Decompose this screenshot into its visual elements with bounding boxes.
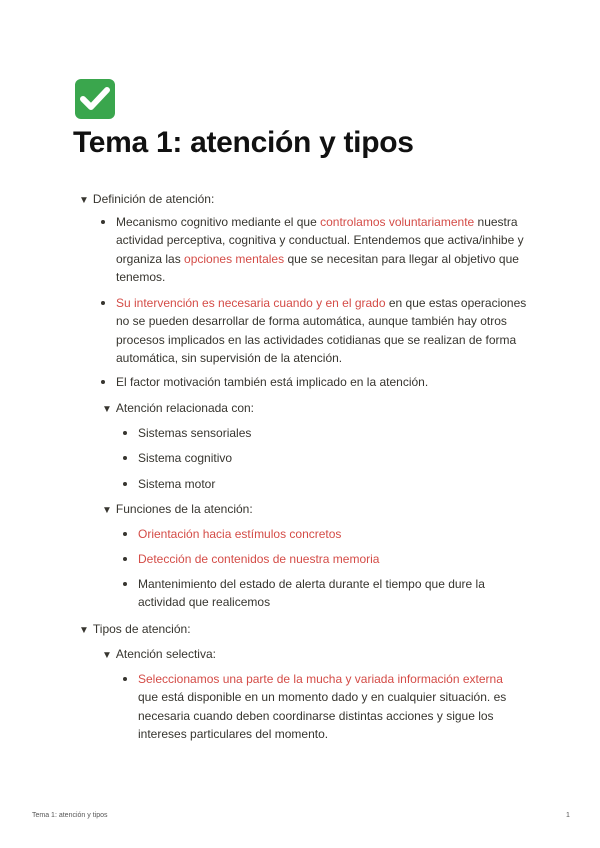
toggle-triangle-icon: ▼ (79, 195, 89, 206)
toggle-label: Definición de atención: (92, 192, 215, 206)
list-item: Sistema motor (138, 475, 215, 493)
toggle-triangle-icon: ▼ (102, 404, 112, 415)
toggle-tipos[interactable] (79, 620, 191, 640)
toggle-label: Tipos de atención: (92, 622, 191, 636)
toggle-definicion[interactable] (79, 190, 214, 210)
toggle-label: Atención selectiva: (115, 647, 216, 661)
toggle-label: Atención relacionada con: (115, 401, 254, 415)
list-item: Seleccionamos una parte de la mucha y variada información externa que está disponible en un momento dado y en cualquier situación. es necesaria cuando deben coordinarse distintas acciones y sigue los intereses particulares del momento. (138, 670, 520, 743)
list-item: Sistema cognitivo (138, 449, 232, 467)
list-item: El factor motivación también está implicado en la atención. (116, 373, 534, 391)
toggle-label: Funciones de la atención: (115, 502, 253, 516)
toggle-relacionada[interactable] (102, 399, 254, 419)
list-item: Orientación hacia estímulos concretos (138, 525, 341, 543)
toggle-selectiva[interactable] (102, 645, 216, 665)
check-mark-button-icon (75, 79, 115, 119)
toggle-funciones[interactable] (102, 500, 253, 520)
toggle-triangle-icon: ▼ (102, 650, 112, 661)
toggle-triangle-icon: ▼ (79, 625, 89, 636)
list-item: Mantenimiento del estado de alerta durante el tiempo que dure la actividad que realicemos (138, 575, 498, 612)
page-title: Tema 1: atención y tipos (73, 126, 414, 159)
list-item: Su intervención es necesaria cuando y en el grado en que estas operaciones no se pueden desarrollar de forma automática, aunque también hay otros procesos implicados en las actividades cotidianas que se realizan de forma automática, sin supervisión de la atención. (116, 294, 534, 367)
footer-title: Tema 1: atención y tipos (32, 812, 108, 819)
page-number: 1 (566, 812, 570, 819)
list-item: Detección de contenidos de nuestra memoria (138, 550, 379, 568)
list-item: Mecanismo cognitivo mediante el que controlamos voluntariamente nuestra actividad perceptiva, cognitiva y conductual. Entendemos que activa/inhibe y organiza las opciones mentales que se necesitan para llegar al objetivo que tenemos. (116, 213, 534, 286)
list-item: Sistemas sensoriales (138, 424, 251, 442)
toggle-triangle-icon: ▼ (102, 505, 112, 516)
